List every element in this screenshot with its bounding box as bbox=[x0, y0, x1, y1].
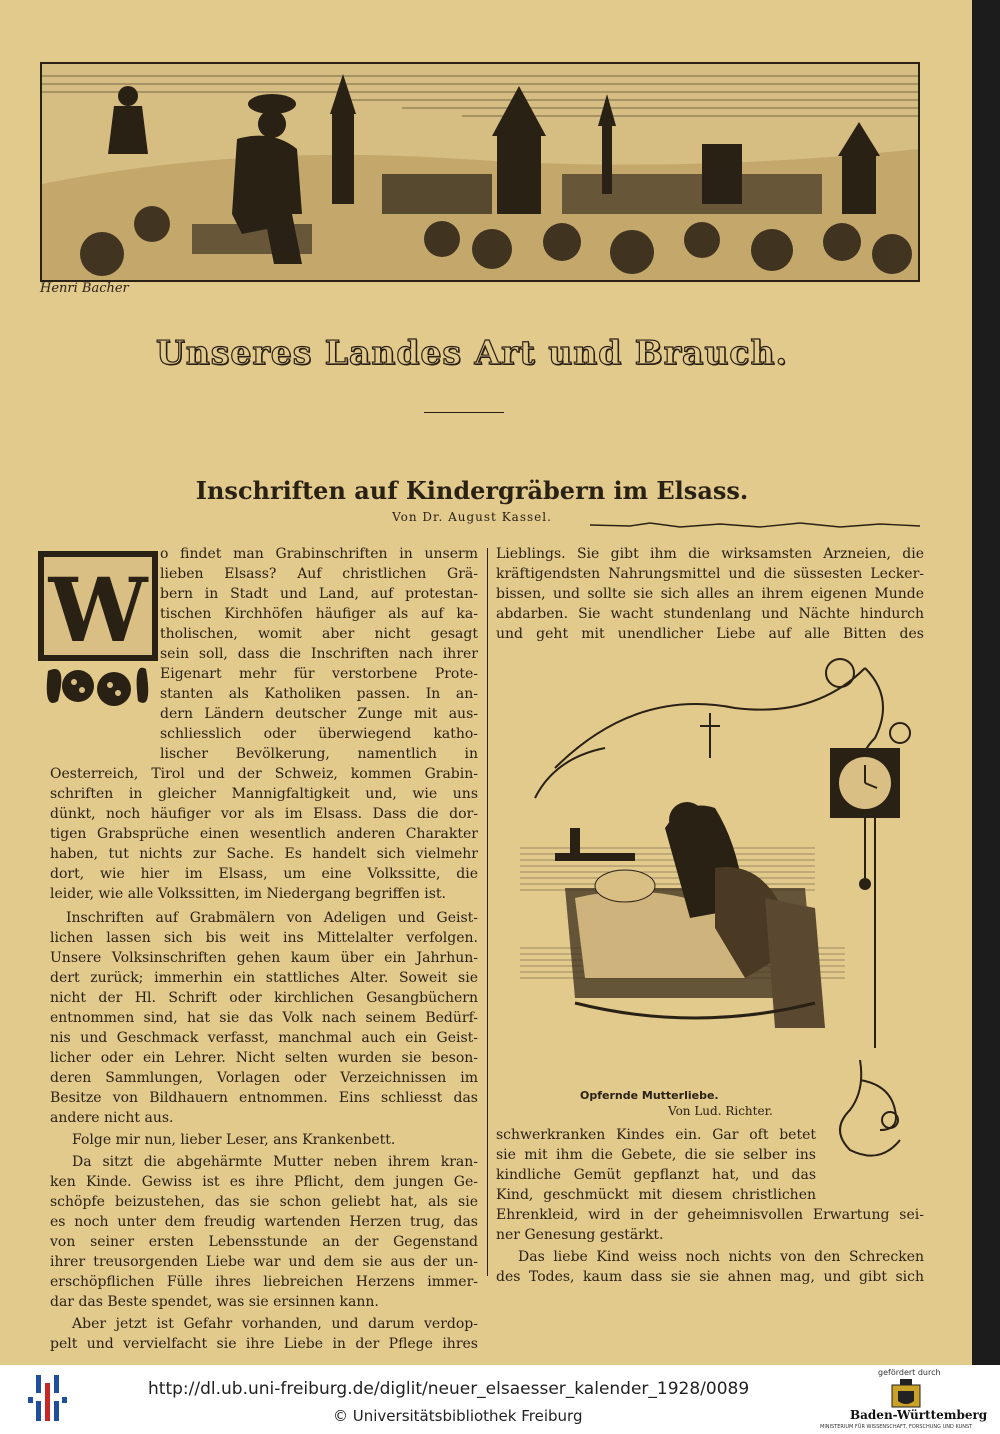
text-line: stanten als Katholiken passen. In an- bbox=[160, 686, 478, 702]
text-line: lieben Elsass? Auf christlichen Grä- bbox=[160, 566, 478, 582]
text-line: Kind, geschmückt mit diesem christlichen bbox=[496, 1187, 816, 1203]
text-line: Da sitzt die abgehärmte Mutter neben ihrem kran- bbox=[72, 1154, 478, 1170]
text-line: bissen, und sollte sie sich alles an ihrem eigenen Munde bbox=[496, 586, 924, 602]
column-divider bbox=[487, 548, 488, 1276]
text-line: Ehrenkleid, wird in der geheimnisvollen Erwartung sei- bbox=[496, 1207, 924, 1223]
text-line: Unsere Volksinschriften gehen kaum über ein Jahrhun- bbox=[50, 950, 478, 966]
flourish-ornament-icon bbox=[820, 1060, 920, 1170]
text-line: licher oder ein Lehrer. Nicht selten wurden sie beson- bbox=[50, 1050, 478, 1066]
initial-letter: W bbox=[48, 558, 148, 662]
text-line: bern in Stadt und Land, auf protestan- bbox=[160, 586, 478, 602]
text-line: und geht mit unendlicher Liebe auf alle Bitten des bbox=[496, 626, 924, 642]
text-line: o findet man Grabinschriften in unserm bbox=[160, 546, 478, 562]
text-line: Besitze von Bildhauern entnommen. Eins schliesst das bbox=[50, 1090, 478, 1106]
figure-caption: Opfernde Mutterliebe. bbox=[580, 1089, 719, 1102]
text-line: Aber jetzt ist Gefahr vorhanden, und darum verdop- bbox=[72, 1316, 478, 1332]
text-line: Lieblings. Sie gibt ihm die wirksamsten Arzneien, die bbox=[496, 546, 924, 562]
text-line: dort, wie hier im Elsass, um eine Volkssitte, die bbox=[50, 866, 478, 882]
text-line: abdarben. Sie wacht stundenlang und Nächte hindurch bbox=[496, 606, 924, 622]
article-title: Inschriften auf Kindergräbern im Elsass. bbox=[195, 476, 749, 505]
text-line: schwerkranken Kindes ein. Gar oft betet bbox=[496, 1127, 816, 1143]
initial-w-icon bbox=[38, 551, 158, 719]
text-line: tischen Kirchhöfen häufiger als auf ka- bbox=[160, 606, 478, 622]
text-line: dern Ländern deutscher Zunge mit aus- bbox=[160, 706, 478, 722]
text-line: ken Kinde. Gewiss ist es ihre Pflicht, dem jungen Ge- bbox=[50, 1174, 478, 1190]
funded-by-label: gefördert durch bbox=[878, 1368, 941, 1377]
text-line: erschöpflichen Fülle ihres liebreichen Herzens immer- bbox=[50, 1274, 478, 1290]
ministry-name: MINISTERIUM FÜR WISSENSCHAFT, FORSCHUNG UND KUNST bbox=[820, 1424, 973, 1430]
text-line: des Todes, kaum dass sie sie ahnen mag, und gibt sich bbox=[496, 1269, 924, 1285]
page-tear-icon bbox=[590, 521, 920, 531]
text-line: schöpfe beizustehen, das sie schon geliebt hat, als sie bbox=[50, 1194, 478, 1210]
text-line: Eigenart mehr für verstorbene Prote- bbox=[160, 666, 478, 682]
text-line: schriften in gleicher Mannigfaltigkeit und, wie uns bbox=[50, 786, 478, 802]
article-byline: Von Dr. August Kassel. bbox=[392, 510, 552, 524]
header-illustration bbox=[40, 62, 920, 282]
text-line: leider, wie alle Volkssitten, im Niedergang begriffen ist. bbox=[50, 886, 446, 902]
copyright-text: © Universitätsbibliothek Freiburg bbox=[333, 1407, 583, 1425]
text-line: lischer Bevölkerung, namentlich in bbox=[160, 746, 478, 762]
text-line: es noch unter dem freudig wartenden Herzen trug, das bbox=[50, 1214, 478, 1230]
text-line: ihrer treusorgenden Liebe war und dem sie aus der un- bbox=[50, 1254, 478, 1270]
text-line: kindliche Gemüt gepflanzt hat, und das bbox=[496, 1167, 816, 1183]
engraving-illustration bbox=[515, 648, 925, 1058]
text-line: ner Genesung gestärkt. bbox=[496, 1227, 664, 1243]
text-line: sie mit ihm die Gebete, die sie selber ins bbox=[496, 1147, 816, 1163]
mother-child-engraving-icon bbox=[515, 648, 925, 1058]
coat-of-arms-icon bbox=[886, 1379, 926, 1409]
section-title: Unseres Landes Art und Brauch. bbox=[155, 333, 788, 372]
book-binding-edge bbox=[972, 0, 1000, 1365]
text-line: haben, tut nichts zur Sache. Es handelt sich vielmehr bbox=[50, 846, 478, 862]
title-divider bbox=[424, 412, 504, 413]
text-line: andere nicht aus. bbox=[50, 1110, 174, 1126]
text-line: Folge mir nun, lieber Leser, ans Krankenbett. bbox=[72, 1132, 396, 1148]
footer-bar bbox=[0, 1365, 1000, 1434]
text-line: nicht der Hl. Schrift oder kirchlichen Gesangbüchern bbox=[50, 990, 478, 1006]
text-line: pelt und vervielfacht sie ihre Liebe in der Pflege ihres bbox=[50, 1336, 478, 1352]
text-line: deren Sammlungen, Vorlagen oder Verzeichnissen im bbox=[50, 1070, 478, 1086]
text-line: tholischen, womit aber nicht gesagt bbox=[160, 626, 478, 642]
illustrator-signature: Henri Bacher bbox=[40, 281, 129, 296]
state-name: Baden-Württemberg bbox=[850, 1408, 988, 1422]
decorative-initial bbox=[38, 551, 158, 719]
text-line: lichen lassen sich bis weit ins Mittelalter verfolgen. bbox=[50, 930, 478, 946]
text-line: von seiner ersten Lebensstunde an der Gegenstand bbox=[50, 1234, 478, 1250]
document-url-link[interactable]: http://dl.ub.uni-freiburg.de/diglit/neuer_elsaesser_kalender_1928/0089 bbox=[148, 1379, 750, 1399]
text-line: Oesterreich, Tirol und der Schweiz, kommen Grabin- bbox=[50, 766, 478, 782]
text-line: dert zurück; immerhin ein stattliches Alter. Soweit sie bbox=[50, 970, 478, 986]
text-line: nis und Geschmack verfasst, manchmal auch ein Geist- bbox=[50, 1030, 478, 1046]
text-line: entnommen sind, hat sie das Volk nach seinem Bedürf- bbox=[50, 1010, 478, 1026]
text-line: dünkt, noch häufiger vor als im Elsass. Dass die dor- bbox=[50, 806, 478, 822]
text-line: kräftigendsten Nahrungsmittel und die süssesten Lecker- bbox=[496, 566, 924, 582]
text-line: schliesslich oder überwiegend katho- bbox=[160, 726, 478, 742]
text-line: dar das Beste spendet, was sie ersinnen kann. bbox=[50, 1294, 379, 1310]
text-line: Inschriften auf Grabmälern von Adeligen und Geist- bbox=[66, 910, 478, 926]
text-line: sein soll, dass die Inschriften nach ihrer bbox=[160, 646, 478, 662]
landscape-woodcut-icon bbox=[42, 64, 918, 280]
text-line: tigen Grabsprüche einen wesentlich anderen Charakter bbox=[50, 826, 478, 842]
library-logo-icon[interactable] bbox=[20, 1375, 80, 1425]
text-line: Das liebe Kind weiss noch nichts von den Schrecken bbox=[518, 1249, 924, 1265]
figure-credit: Von Lud. Richter. bbox=[668, 1104, 773, 1118]
